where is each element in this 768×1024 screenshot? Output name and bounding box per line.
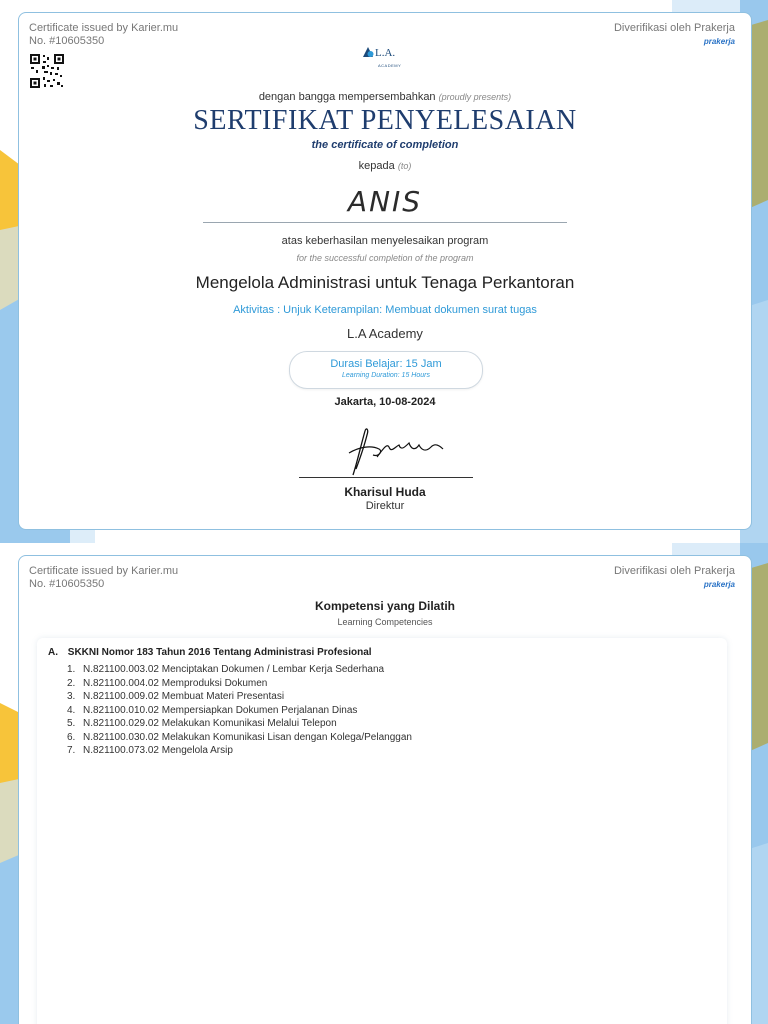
- presents-text: dengan bangga mempersembahkan: [258, 91, 436, 103]
- to-text-en: (to): [397, 161, 412, 171]
- prakerja-logo: prakerja: [703, 37, 735, 46]
- list-item-number: 6.: [67, 731, 76, 743]
- program-title: Mengelola Administrasi untuk Tenaga Perkantoran: [195, 273, 575, 292]
- list-item: [67, 717, 412, 731]
- list-item-number: 3.: [67, 691, 76, 702]
- place-date: Jakarta, 10-08-2024: [334, 396, 436, 408]
- list-item-number: 2.: [67, 677, 76, 689]
- list-item: [67, 731, 412, 745]
- list-item-number: 5.: [67, 718, 76, 729]
- recipient-name: ANIS: [347, 185, 423, 218]
- certificate-card: [18, 12, 752, 530]
- certificate-title: SERTIFIKAT PENYELESAIAN: [193, 105, 577, 136]
- competency-panel: [37, 638, 727, 1024]
- presents-text-en: (proudly presents): [438, 92, 512, 102]
- academy-name: L.A Academy: [347, 326, 423, 341]
- list-item: [67, 690, 412, 704]
- list-item-text: N.821100.004.02 Memproduksi Dokumen: [83, 677, 268, 689]
- issuer-info: [29, 565, 178, 591]
- verified-text: Diverifikasi oleh Prakerja: [613, 565, 735, 577]
- competency-subtitle: Learning Competencies: [337, 617, 433, 627]
- verification-info: [614, 22, 735, 48]
- section-heading: [48, 647, 372, 658]
- academy-logo-icon: [361, 45, 375, 59]
- certificate-number: No. #10605350: [29, 578, 105, 590]
- prakerja-logo: prakerja: [703, 580, 735, 589]
- list-item: [67, 677, 412, 691]
- issuer-text: Certificate issued by Karier.mu: [29, 565, 179, 577]
- list-item-text: N.821100.003.02 Menciptakan Dokumen / Lembar Kerja Sederhana: [83, 664, 385, 675]
- list-item-number: 1.: [67, 664, 76, 675]
- to-line: [19, 160, 751, 172]
- signature-line: [299, 477, 473, 478]
- list-item: [67, 704, 412, 718]
- list-item-text: N.821100.073.02 Mengelola Arsip: [83, 745, 233, 756]
- competency-title: Kompetensi yang Dilatih: [314, 599, 456, 613]
- certificate-page-2: [0, 543, 768, 1024]
- list-item-number: 7.: [67, 745, 76, 756]
- list-item-number: 4.: [67, 704, 76, 716]
- list-item: [67, 663, 412, 677]
- qr-code-icon: [29, 53, 65, 89]
- duration-text-en: Learning Duration: 15 Hours: [342, 372, 430, 379]
- duration-text: Durasi Belajar: 15 Jam: [330, 358, 442, 370]
- academy-logo-name: L.A.: [375, 47, 396, 59]
- verified-text: Diverifikasi oleh Prakerja: [613, 22, 735, 34]
- list-item-text: N.821100.029.02 Melakukan Komunikasi Melalui Telepon: [83, 718, 337, 729]
- competency-card: [18, 555, 752, 1024]
- program-intro-en: for the successful completion of the program: [296, 253, 474, 263]
- section-title: SKKNI Nomor 183 Tahun 2016 Tentang Administrasi Profesional: [67, 647, 372, 658]
- program-intro: atas keberhasilan menyelesaikan program: [281, 235, 489, 247]
- list-item-text: N.821100.010.02 Mempersiapkan Dokumen Perjalanan Dinas: [83, 704, 358, 716]
- academy-logo-sub: ACADEMY: [378, 63, 402, 68]
- competency-list: [67, 663, 412, 758]
- signer-role: Direktur: [365, 500, 405, 512]
- issuer-info: [29, 22, 178, 48]
- certificate-number: No. #10605350: [29, 35, 105, 47]
- signature-image: [339, 423, 449, 479]
- to-text: kepada: [358, 160, 395, 172]
- issuer-text: Certificate issued by Karier.mu: [29, 22, 179, 34]
- certificate-subtitle: the certificate of completion: [311, 139, 459, 151]
- list-item-text: N.821100.030.02 Melakukan Komunikasi Lisan dengan Kolega/Pelanggan: [83, 731, 412, 743]
- academy-logo: [359, 43, 405, 83]
- duration-badge: [289, 351, 483, 389]
- activity-text: Aktivitas : Unjuk Keterampilan: Membuat dokumen surat tugas: [233, 304, 537, 316]
- presents-line: [19, 91, 751, 103]
- list-item: [67, 744, 412, 758]
- list-item-text: N.821100.009.02 Membuat Materi Presentasi: [83, 691, 285, 702]
- section-letter: A.: [48, 647, 58, 658]
- verification-info: [614, 565, 735, 591]
- recipient-underline: [203, 222, 567, 223]
- signer-name: Kharisul Huda: [344, 485, 426, 499]
